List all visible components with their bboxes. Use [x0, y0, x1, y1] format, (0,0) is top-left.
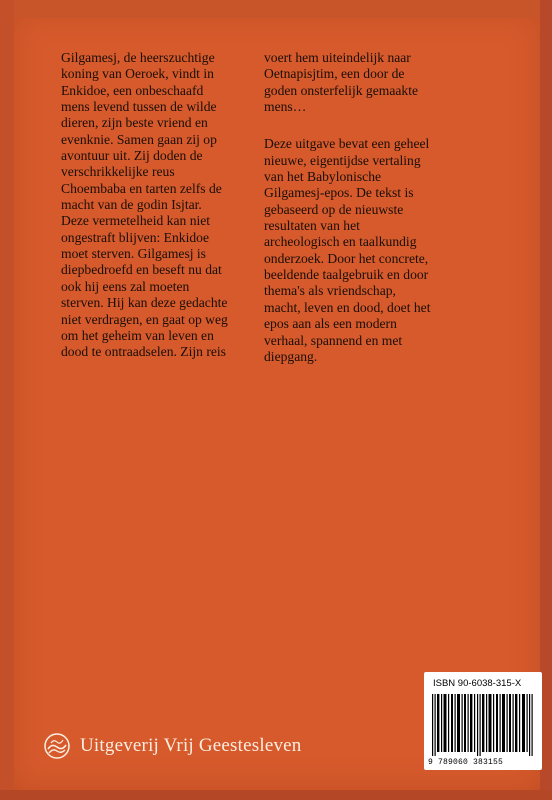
text-line: goden onsterfelijk gemaakte — [264, 82, 419, 98]
paragraph-gap — [264, 115, 496, 136]
text-line: om het geheim van leven en — [61, 327, 214, 343]
text-line: ongestraft blijven: Enkidoe — [61, 229, 209, 245]
spiral-wave-logo-icon — [42, 731, 72, 761]
blurb-paragraph-1 — [61, 50, 283, 361]
blurb-left-column — [61, 50, 283, 361]
text-line: voert hem uiteindelijk naar — [264, 50, 411, 65]
cover-edge-bottom — [0, 790, 552, 800]
text-line: Gilgamesj, de heerszuchtige — [61, 50, 215, 65]
text-line: gebaseerd op de nieuwste — [264, 201, 404, 217]
text-line: Gilgamesj-epos. De tekst is — [264, 185, 414, 201]
text-line: sterven. Hij kan deze gedachte — [61, 295, 228, 311]
text-line: verhaal, spannend en met — [264, 332, 403, 348]
text-line: Oetnapisjtim, een door de — [264, 66, 405, 82]
text-line: mens… — [264, 99, 307, 115]
barcode-number: 9 789060 383155 — [428, 758, 504, 767]
text-line: moet sterven. Gilgamesj is — [61, 246, 206, 262]
cover-edge-left — [0, 0, 14, 800]
publisher-name: Uitgeverij Vrij Geestesleven — [80, 735, 302, 756]
text-line: thema's als vriendschap, — [264, 283, 396, 299]
text-line: ook hij eens zal moeten — [61, 278, 190, 294]
text-line: onderzoek. Door het concrete, — [264, 250, 429, 266]
text-line: Enkidoe, een onbeschaafd — [61, 82, 204, 98]
blurb-paragraph-continuation — [264, 50, 496, 115]
text-line: beeldende taalgebruik en door — [264, 267, 429, 283]
isbn-number: ISBN 90-6038-315-X — [433, 678, 522, 689]
text-line: Deze vermetelheid kan niet — [61, 213, 211, 229]
text-line: diepbedroefd en beseft nu dat — [61, 262, 222, 278]
text-line: Choembaba en tarten zelfs de — [61, 180, 222, 196]
blurb-paragraph-2 — [264, 136, 496, 365]
text-line: niet verdragen, en gaat op weg — [61, 311, 228, 327]
text-line: verschrikkelijke reus — [61, 164, 175, 180]
text-line: diepgang. — [264, 348, 318, 364]
text-line: avontuur uit. Zij doden de — [61, 148, 203, 164]
text-line: van het Babylonische — [264, 169, 382, 185]
text-line: dood te ontraadselen. Zijn reis — [61, 344, 226, 360]
text-line: koning van Oeroek, vindt in — [61, 66, 214, 82]
text-line: dieren, zijn beste vriend en — [61, 115, 208, 131]
text-line: resultaten van het — [264, 218, 360, 234]
cover-edge-top — [0, 0, 552, 18]
isbn-barcode-label — [424, 672, 542, 770]
blurb-right-column — [264, 50, 496, 365]
text-line: mens levend tussen de wilde — [61, 99, 217, 115]
text-line: macht van de godin Isjtar. — [61, 197, 202, 213]
text-line: macht, leven en dood, doet het — [264, 299, 431, 315]
text-line: nieuwe, eigentijdse vertaling — [264, 152, 421, 168]
publisher-imprint — [42, 731, 301, 761]
text-line: evenknie. Samen gaan zij op — [61, 131, 217, 147]
text-line: archeologisch en taalkundig — [264, 234, 417, 250]
text-line: Deze uitgave bevat een geheel — [264, 136, 430, 152]
barcode-icon — [430, 694, 536, 756]
text-line: epos aan als een modern — [264, 316, 397, 332]
